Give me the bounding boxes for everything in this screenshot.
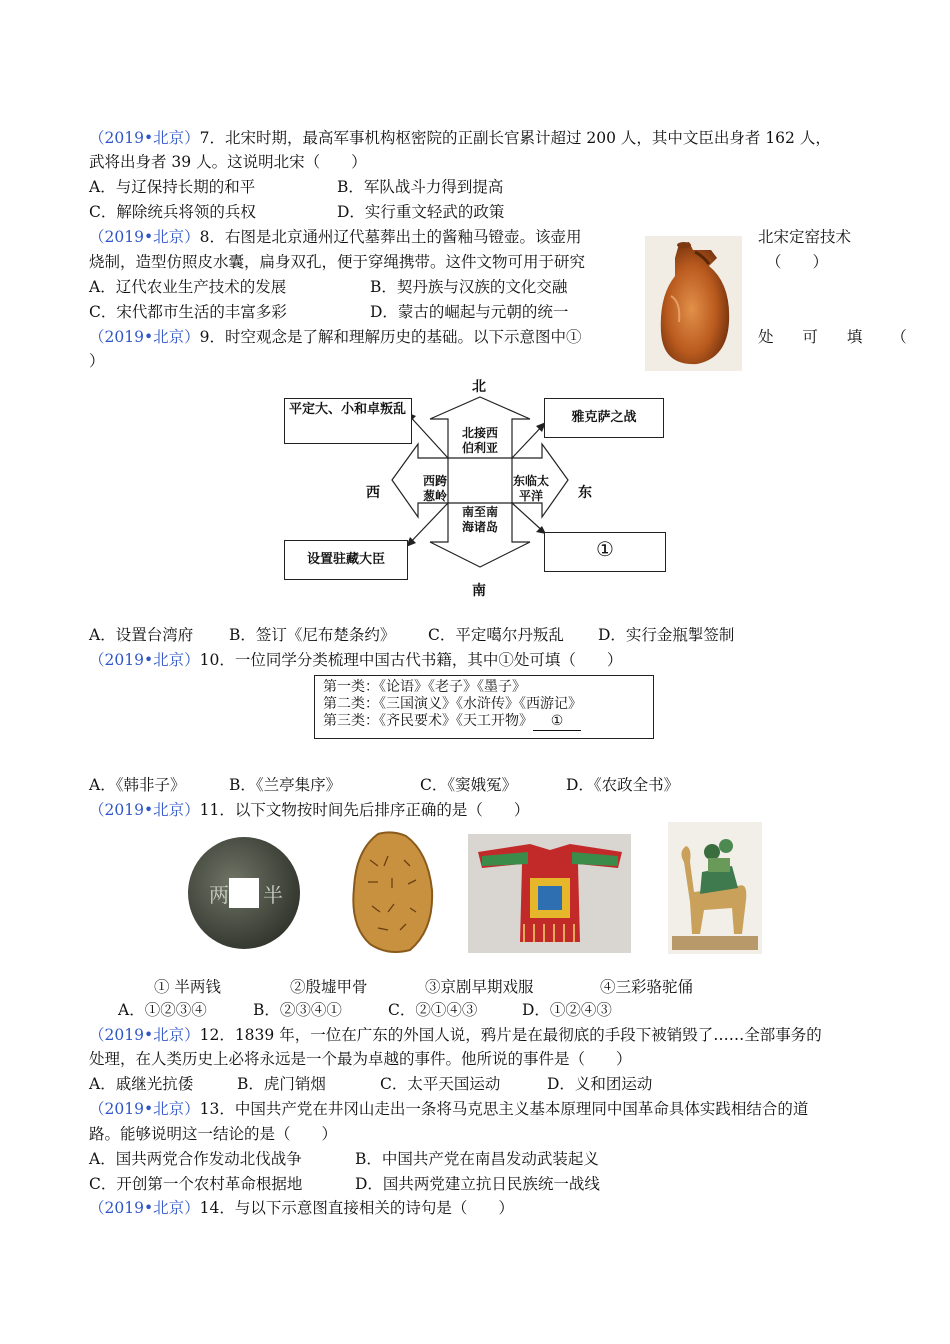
- q8-option-d: D．蒙古的崛起与元朝的统一: [370, 303, 569, 321]
- blank-1: ①: [533, 713, 581, 731]
- q9-line1-end: 处 可 填 （: [758, 328, 919, 346]
- q8-option-a: A．辽代农业生产技术的发展: [89, 278, 287, 296]
- q7-line2: 武将出身者 39 人。这说明北宋（ ）: [89, 153, 367, 171]
- box-ne: 雅克萨之战: [544, 398, 664, 438]
- caption-2: ②殷墟甲骨: [290, 978, 368, 996]
- center-south-text: 南至南海诸岛: [461, 505, 498, 534]
- caption-3: ③京剧早期戏服: [425, 978, 534, 996]
- svg-text:半: 半: [263, 883, 283, 907]
- center-east-text: 东临太平洋: [512, 474, 549, 503]
- q8-line2: 烧制，造型仿照皮水囊，扁身双孔，便于穿绳携带。这件文物可用于研究: [89, 253, 586, 271]
- category-1: 第一类：《论语》《老子》《墨子》: [323, 679, 526, 695]
- q8-line1: （2019•北京）8．右图是北京通州辽代墓葬出土的酱釉马镫壶。该壶用: [89, 228, 582, 246]
- q13-option-b: B．中国共产党在南昌发动武装起义: [355, 1150, 599, 1168]
- q9-option-b: B．签订《尼布楚条约》: [229, 626, 396, 644]
- q11-option-d: D．①②④③: [522, 1001, 612, 1019]
- q12-line2: 处理，在人类历史上必将永远是一个最为卓越的事件。他所说的事件是（ ）: [89, 1050, 632, 1068]
- q8-option-c: C．宋代都市生活的丰富多彩: [89, 303, 287, 321]
- q14-stem: （2019•北京）14．与以下示意图直接相关的诗句是（ ）: [89, 1199, 514, 1217]
- q9-option-a: A．设置台湾府: [89, 626, 194, 644]
- q11-option-b: B．②③④①: [253, 1001, 342, 1019]
- q13-line1: （2019•北京）13．中国共产党在井冈山走出一条将马克思主义基本原理同中国革命具体实践相结合的道: [89, 1100, 809, 1118]
- q12-option-d: D．义和团运动: [547, 1075, 653, 1093]
- opera-costume-image: [468, 834, 631, 953]
- q13-line2: 路。能够说明这一结论的是（ ）: [89, 1125, 338, 1143]
- q10-option-b: B．《兰亭集序》: [229, 776, 342, 794]
- svg-text:两: 两: [209, 883, 229, 907]
- q13-option-d: D．国共两党建立抗日民族统一战线: [355, 1175, 600, 1193]
- q7-option-a: A．与辽保持长期的和平: [89, 178, 256, 196]
- q13-option-c: C．开创第一个农村革命根据地: [89, 1175, 303, 1193]
- q8-line2-end: （ ）: [766, 253, 829, 271]
- book-categories-box: [314, 675, 654, 739]
- sancai-camel-image: [668, 822, 762, 954]
- center-north-text: 北接西伯利亚: [461, 426, 498, 455]
- box-sw: 设置驻藏大臣: [284, 540, 408, 580]
- q11-stem: （2019•北京）11．以下文物按时间先后排序正确的是（ ）: [89, 801, 530, 819]
- oracle-bone-image: [348, 830, 436, 955]
- q8-line1-end: 北宋定窑技术: [758, 228, 852, 246]
- q13-option-a: A．国共两党合作发动北伐战争: [89, 1150, 302, 1168]
- caption-1: ① 半两钱: [154, 978, 221, 996]
- q12-option-a: A．戚继光抗倭: [89, 1075, 194, 1093]
- direction-east: 东: [578, 485, 592, 501]
- direction-west: 西: [366, 485, 380, 501]
- q10-stem: （2019•北京）10．一位同学分类梳理中国古代书籍，其中①处可填（ ）: [89, 651, 623, 669]
- category-2: 第二类：《三国演义》《水浒传》《西游记》: [323, 696, 582, 712]
- q10-option-d: D．《农政全书》: [566, 776, 680, 794]
- center-west-text: 西跨葱岭: [422, 474, 447, 503]
- box-se-blank: ①: [544, 532, 666, 572]
- q7-option-c: C．解除统兵将领的兵权: [89, 203, 256, 221]
- china-territory-diagram: [280, 372, 680, 602]
- banliang-coin-image: [185, 834, 303, 952]
- q9-option-c: C．平定噶尔丹叛乱: [428, 626, 564, 644]
- q8-option-b: B．契丹族与汉族的文化交融: [370, 278, 568, 296]
- category-3: 第三类：《齐民要术》《天工开物》 ①: [323, 713, 645, 731]
- q11-option-c: C．②①④③: [388, 1001, 478, 1019]
- caption-4: ④三彩骆驼俑: [600, 978, 694, 996]
- q12-line1: （2019•北京）12．1839 年，一位在广东的外国人说，鸦片是在最彻底的手段下被销毁了……全部事务的: [89, 1026, 822, 1044]
- q10-option-c: C．《窦娥冤》: [420, 776, 518, 794]
- q9-option-d: D．实行金瓶掣签制: [598, 626, 735, 644]
- box-nw: 平定大、小和卓叛乱: [284, 398, 412, 444]
- q11-option-a: A．①②③④: [118, 1001, 207, 1019]
- q12-option-c: C．太平天国运动: [380, 1075, 501, 1093]
- q12-option-b: B．虎门销烟: [237, 1075, 326, 1093]
- source-tag: （2019•北京）: [89, 129, 200, 147]
- stirrup-flask-image: [645, 236, 742, 371]
- q9-line1: （2019•北京）9．时空观念是了解和理解历史的基础。以下示意图中①: [89, 328, 582, 346]
- q7-option-d: D．实行重文轻武的政策: [337, 203, 505, 221]
- direction-south: 南: [472, 583, 486, 599]
- q7-line1: （2019•北京）7．北宋时期，最高军事机构枢密院的正副长官累计超过 200 人，其中文臣出身者 162 人，: [89, 129, 831, 147]
- q7-option-b: B．军队战斗力得到提高: [337, 178, 504, 196]
- q9-line2: ）: [89, 352, 105, 370]
- q10-option-a: A．《韩非子》: [89, 776, 186, 794]
- direction-north: 北: [472, 379, 486, 395]
